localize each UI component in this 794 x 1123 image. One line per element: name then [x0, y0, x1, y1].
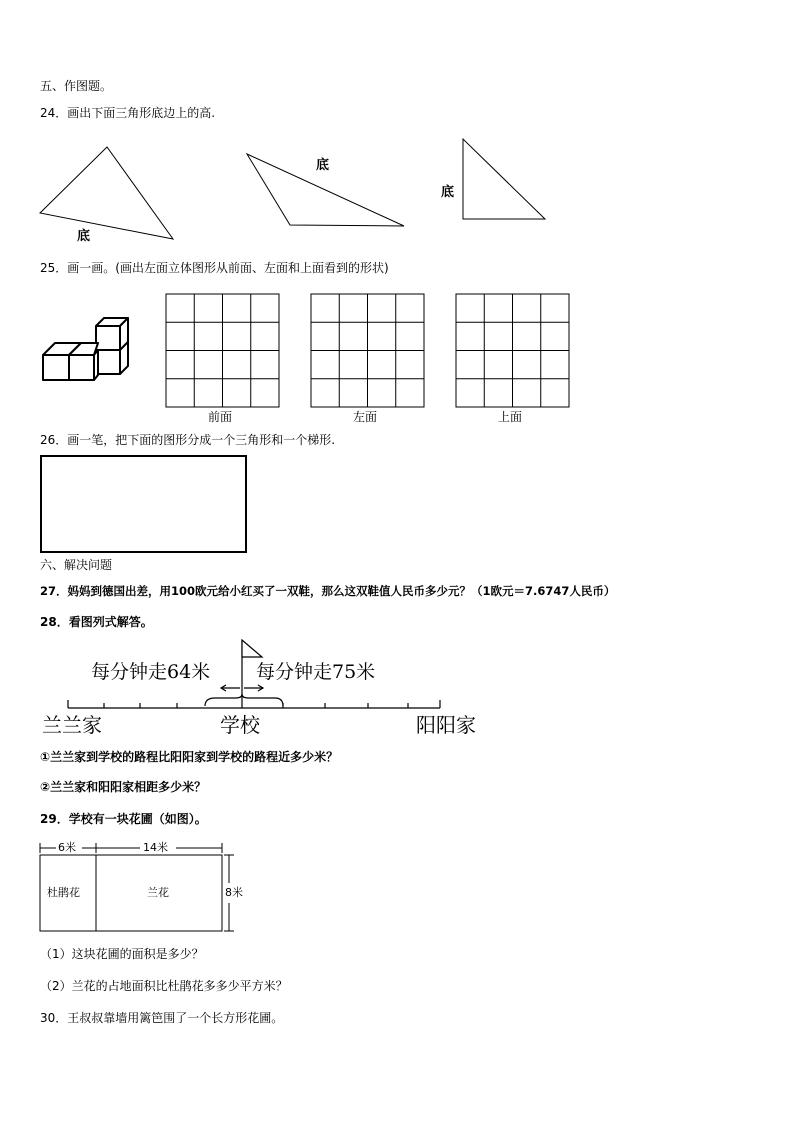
- grid-label-top: 上面: [498, 410, 523, 424]
- base-label-3: 底: [441, 185, 455, 200]
- section-title: 五、作图题。: [40, 79, 113, 93]
- question-25: 25．画一画。(画出左面立体图形从前面、左面和上面看到的形状): [40, 261, 389, 275]
- left-speed-label: 每分钟走64米: [91, 661, 211, 683]
- question-29-sub2: （2）兰花的占地面积比杜鹃花多多少平方米？: [40, 979, 288, 993]
- base-label-1: 底: [77, 229, 91, 244]
- height-label: 8米: [225, 886, 243, 899]
- place-lanlan-home: 兰兰家: [42, 713, 102, 737]
- width-label-left: 6米: [58, 841, 76, 854]
- section-title: 六、解决问题: [40, 558, 113, 572]
- grid-label-front: 前面: [208, 410, 233, 424]
- place-school: 学校: [220, 713, 260, 737]
- question-28-sub1: ①兰兰家到学校的路程比阳阳家到学校的路程近多少米？: [40, 750, 339, 764]
- question-28: 28．看图列式解答。: [40, 615, 153, 629]
- grid-label-left: 左面: [353, 410, 378, 424]
- region-azalea: 杜鹃花: [47, 886, 80, 899]
- question-26: 26．画一笔，把下面的图形分成一个三角形和一个梯形.: [40, 433, 336, 447]
- base-label-2: 底: [316, 158, 330, 173]
- width-label-right: 14米: [143, 841, 168, 854]
- question-29: 29．学校有一块花圃（如图）。: [40, 812, 207, 826]
- question-24: 24．画出下面三角形底边上的高.: [40, 106, 216, 120]
- region-orchid: 兰花: [147, 886, 169, 899]
- question-28-sub2: ②兰兰家和阳阳家相距多少米？: [40, 780, 207, 794]
- question-30: 30．王叔叔靠墙用篱笆围了一个长方形花圃。: [40, 1011, 284, 1025]
- question-29-sub1: （1）这块花圃的面积是多少？: [40, 947, 204, 961]
- place-yangyang-home: 阳阳家: [416, 713, 476, 737]
- question-27: 27．妈妈到德国出差，用100欧元给小红买了一双鞋，那么这双鞋值人民币多少元？（1欧元＝7.6747人民币）: [40, 584, 616, 598]
- right-speed-label: 每分钟走75米: [256, 661, 376, 683]
